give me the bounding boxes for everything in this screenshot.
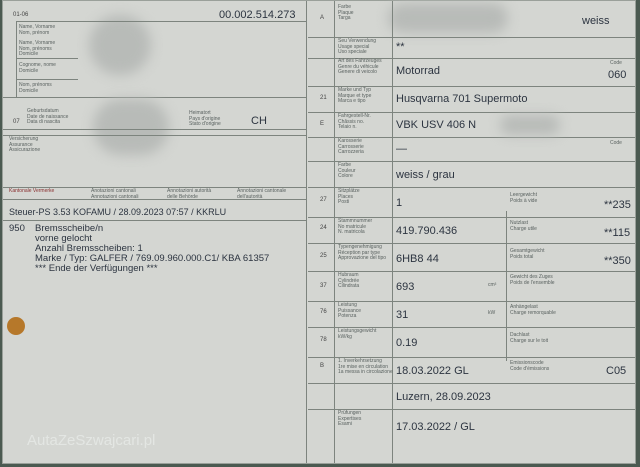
note-line: Bremsscheibe/n [35,223,104,234]
hometown-value: CH [251,115,267,127]
punch-hole [7,317,25,335]
label-surname: Cognome, nome Domicile [19,62,56,74]
value-seats: 1 [396,197,403,209]
value-emission-code: C05 [606,365,627,377]
value-body: — [396,143,407,155]
label-hometown: Heimatort Pays d'origine Stato d'origine [189,110,221,127]
note-line: Marke / Typ: GALFER / 769.09.960.000.C1/ KBA 61357 [35,253,270,264]
value-matricule: 419.790.436 [396,225,458,237]
value-issue-place-date: Luzern, 28.09.2023 [396,391,491,403]
value-type-code: 060 [608,69,627,81]
value-empty-weight: **235 [604,199,631,211]
label-name: Name, Vorname Nom, prénom [19,24,56,36]
redaction-block-3 [388,3,508,33]
value-displacement: 693 [396,281,415,293]
right-page: A 21 E 27 24 25 37 76 78 B Farbe Plaque Targa Seu Verwendung Usage special Uso speciale Art des Fahrzeuges Genre du véhicule Genere di veicolo Marke und Typ Marque et type Marca e tipo Fahrgestell-Nr. Châssis no. Telaio n. Karosserie Carrosserie Carrozzeria Farbe Couleur Colore Sitzplätze Places Posti Stammnummer No matricule N. matricola Typengenehmigung Réception par type Approvazione del tipo Hubraum Cylindrée Cilindrata Leistung Puissance Potenza Leistungsgewicht kW/kg 1. Inverkehrsetzung 1re mise en circulation 1a messa in circolazione Prüfungen Expertises Esami Leergewicht Poids à vide Nutzlast Charge utile Gesamtgewicht Poids total Gewicht des Zuges Poids de l'ensemble Anhängelast Charge remorquable Dachlast Charge sur le toit Emissionscode Code d'émissions weiss ** Motorrad Code 060 Husqvarna 701 Supermoto VBK USV 406 N — Code weiss / grau 1 **235 419.790.436 **115 6HB8 44 **350 693 cm³ 31 kW 0.19 18.03.2022 GL C05 Luzern, 28.09.2023 17.03.2022 / GL [308,1,635,463]
left-page: 01-06 00.002.514.273 Name, Vorname Nom, prénom Name, Vorname Nom, prénoms Domicile Cognome, nome Domicile Nom, prénoms Domicile 07 Geburtsdatum Date de naissance Data di nascita Heimatort Pays d'origine Stato d'origine CH Versicherung Assurance Assicurazione Kantonale Vermerke Anotazioni cantonali Annotazioni cantonali Annotazioni autorità delle Behörde Annotazioni cantonale dell'autorità Steuer-PS 3.53 KOFAMU / 28.09.2023 07:57 / KKRLU 950 Bremsscheibe/n vorne gelocht Anzahl Bremsscheiben: 1 Marke / Typ: GALFER / 769.09.960.000.C1/ KBA 61357 *** Ende der Verfügungen *** AutaZeSzwajcari.pl [3,1,307,463]
redaction-block-4 [500,115,560,135]
value-vehicle-type: Motorrad [396,65,441,77]
section-header: Kantonale Vermerke [9,188,55,194]
value-color: weiss / grau [396,169,455,181]
value-payload: **115 [604,227,631,239]
value-first-registration: 18.03.2022 GL [396,365,469,377]
watermark: AutaZeSzwajcari.pl [27,432,156,449]
label-domicile: Nom, prénoms Domicile [19,82,52,94]
redaction-block [89,15,151,75]
note-line: vorne gelocht [35,233,93,244]
serial-number: 00.002.514.273 [219,9,296,21]
value-power: 31 [396,309,409,321]
value-chassis-number: VBK USV 406 N [396,119,477,131]
note-line: *** Ende der Verfügungen *** [35,263,158,274]
value-total-weight: **350 [604,255,631,267]
note-line: Anzahl Bremsscheiben: 1 [35,243,143,254]
label-insurance: Versicherung Assurance Assicurazione [9,136,41,153]
notes-code: 950 [9,223,25,234]
tax-line: Steuer-PS 3.53 KOFAMU / 28.09.2023 07:57 / KKRLU [9,207,227,217]
redaction-block-2 [93,99,169,155]
value-power-weight: 0.19 [396,337,418,349]
value-plate-color: weiss [582,15,610,27]
vehicle-registration-document [2,0,636,464]
code-top: 01-06 [13,12,29,18]
value-inspection-date: 17.03.2022 / GL [396,421,475,433]
value-usage: ** [396,41,405,53]
value-type-approval: 6HB8 44 [396,253,439,265]
label-address: Name, Vorname Nom, prénoms Domicile [19,40,56,57]
label-birth: Geburtsdatum Date de naissance Data di nascita [27,108,69,125]
value-make-model: Husqvarna 701 Supermoto [396,93,528,105]
